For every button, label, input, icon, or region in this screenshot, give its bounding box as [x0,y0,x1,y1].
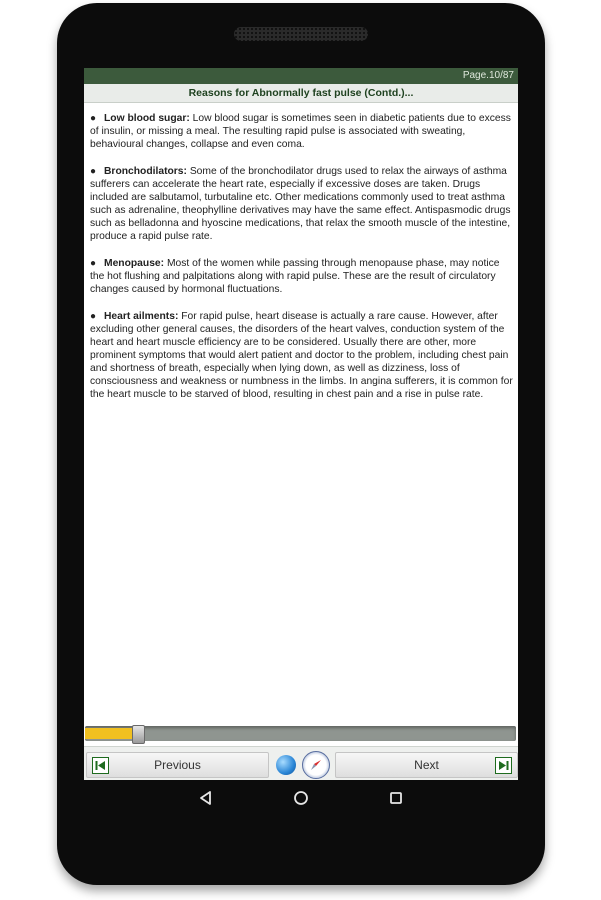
paragraph-term: Low blood sugar: [104,113,190,124]
paragraph-text: Some of the bronchodilator drugs used to relax the airways of asthma sufferers can accelerate the heart rate, especially if excessive doses are taken. Drugs included are salbutamol, turbutaline etc. Other medications commonly used to treat asthma such as adrenaline, theophylline derivatives may have the same effect. Antispasmodic drugs such as belladonna and hyoscine medications, that relax the smooth muscle of the intestine, produce a rapid pulse rate. [90,166,511,242]
paragraph-term: Menopause: [104,258,165,269]
home-circle-icon[interactable] [293,790,309,806]
bullet-icon: ● [90,113,97,124]
paragraph-heart-ailments [90,310,513,401]
article-content [84,103,518,401]
back-triangle-icon[interactable] [198,790,214,806]
bullet-icon: ● [90,258,97,269]
next-button[interactable] [335,752,518,778]
paragraph-text: For rapid pulse, heart disease is actually a rare cause. However, after excluding other general causes, the disorders of the heart valves, conduction system of the heart and heart muscle efficiency are to be considered. Usually there are other, more prominent symptoms that would alert patient and doctor to the problem, including chest pain and shortness of breath, especially when lying down, as well as dizziness, loss of consciousness and weakness or numbness in the limbs. In angina sufferers, it is common for the heart muscle to be starved of blood, resulting in chest pain and a rise in pulse rate. [90,311,513,400]
previous-button[interactable] [86,752,269,778]
last-page-icon[interactable] [495,757,512,774]
paragraph-menopause [90,257,513,296]
slider-thumb[interactable] [132,725,145,744]
navigation-bar [84,746,518,780]
bullet-icon: ● [90,166,97,177]
progress-fill [85,728,137,739]
first-page-icon[interactable] [92,757,109,774]
paragraph-text: Low blood sugar is sometimes seen in diabetic patients due to excess of insulin, or missing a meal. The resulting rapid pulse is associated with sweating, behavioural changes, collapse and even coma. [90,113,511,150]
previous-label: Previous [154,758,201,772]
page-title: Reasons for Abnormally fast pulse (Contd.)... [84,84,518,103]
next-label: Next [414,758,439,772]
page-indicator: Page.10/87 [84,68,518,84]
paragraph-term: Bronchodilators: [104,166,187,177]
globe-icon[interactable] [276,755,296,775]
paragraph-term: Heart ailments: [104,311,179,322]
paragraph-bronchodilators [90,165,513,243]
page-progress-slider[interactable] [85,726,516,741]
bullet-icon: ● [90,311,97,322]
safari-compass-icon[interactable] [302,751,330,779]
android-navigation-bar [84,781,518,815]
recents-square-icon[interactable] [388,790,404,806]
app-screen [84,68,518,780]
paragraph-text: Most of the women while passing through menopause phase, may notice the hot flushing and palpitations along with rapid pulse. These are the result of circulatory changes caused by hormonal fluctuations. [90,258,500,295]
speaker-grille [234,27,368,41]
paragraph-low-blood-sugar [90,112,513,151]
